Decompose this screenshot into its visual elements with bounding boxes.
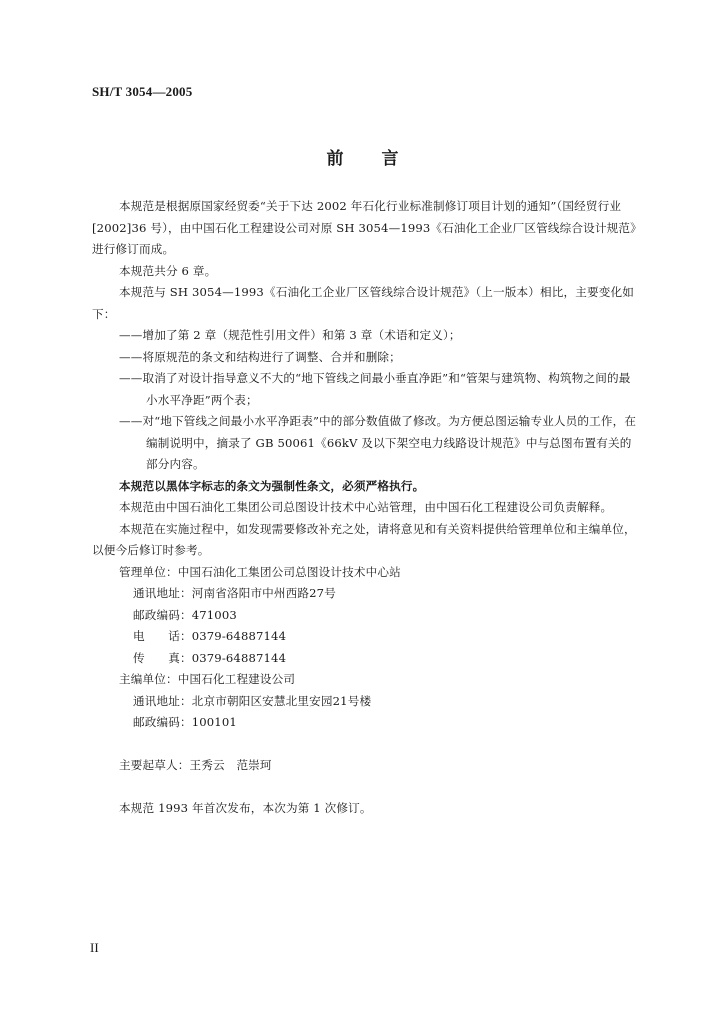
editor-address: 通讯地址：北京市朝阳区安慧北里安园21号楼 <box>133 693 372 708</box>
management-fax: 传 真：0379-64887144 <box>133 650 287 665</box>
paragraph-mandatory: 本规范以黑体字标志的条文为强制性条文，必须严格执行。 <box>119 478 425 493</box>
management-postcode: 邮政编码：471003 <box>133 607 237 622</box>
paragraph-management: 本规范由中国石油化工集团公司总图设计技术中心站管理，由中国石化工程建设公司负责解释。 <box>119 500 613 514</box>
main-drafters: 主要起草人：王秀云 范崇珂 <box>119 758 272 772</box>
paragraph-feedback: 本规范在实施过程中，如发现需要修改补充之处，请将意见和有关资料提供给管理单位和主编单位，以便今后修订时参考。 <box>92 521 636 557</box>
title-char-1: 前 <box>326 149 344 169</box>
paragraph-changes-intro: 本规范与 SH 3054—1993《石油化工企业厂区管线综合设计规范》（上一版本）相比，主要变化如下： <box>92 285 634 321</box>
page-number: II <box>90 940 99 955</box>
release-history: 本规范 1993 年首次发布，本次为第 1 次修订。 <box>119 801 372 815</box>
title-char-2: 言 <box>381 149 399 169</box>
paragraph-chapters: 本规范共分 6 章。 <box>119 263 217 278</box>
management-phone: 电 话：0379-64887144 <box>133 629 287 643</box>
paragraph-origin: 本规范是根据原国家经贸委“关于下达 2002 年石化行业标准制修订项目计划的通知”（国经贸行业[2002]36 号），由中国石化工程建设公司对原 SH 3054—1993《石油化工企业厂区管线综合设计规范》进行修订而成。 <box>92 199 642 256</box>
change-item: ——增加了第 2 章（规范性引用文件）和第 3 章（术语和定义）； <box>119 328 461 342</box>
standard-code: SH/T 3054—2005 <box>92 84 193 99</box>
change-item: ——将原规范的条文和结构进行了调整、合并和删除； <box>119 349 401 364</box>
page-title <box>0 144 725 169</box>
editor-postcode: 邮政编码：100101 <box>133 715 237 729</box>
change-item: ——取消了对设计指导意义不大的“地下管线之间最小垂直净距”和“管架与建筑物、构筑物之间的最小水平净距”两个表； <box>119 371 631 407</box>
preface-body <box>92 196 642 820</box>
management-address: 通讯地址：河南省洛阳市中州西路27号 <box>133 586 336 600</box>
change-item: ——对“地下管线之间最小水平净距表”中的部分数值做了修改。为方便总图运输专业人员的工作，在编制说明中，摘录了 GB 50061《66kV 及以下架空电力线路设计规范》中与总图布置有关的部分内容。 <box>119 414 637 471</box>
management-unit: 管理单位：中国石油化工集团公司总图设计技术中心站 <box>119 564 401 579</box>
editor-unit: 主编单位：中国石化工程建设公司 <box>119 672 296 686</box>
